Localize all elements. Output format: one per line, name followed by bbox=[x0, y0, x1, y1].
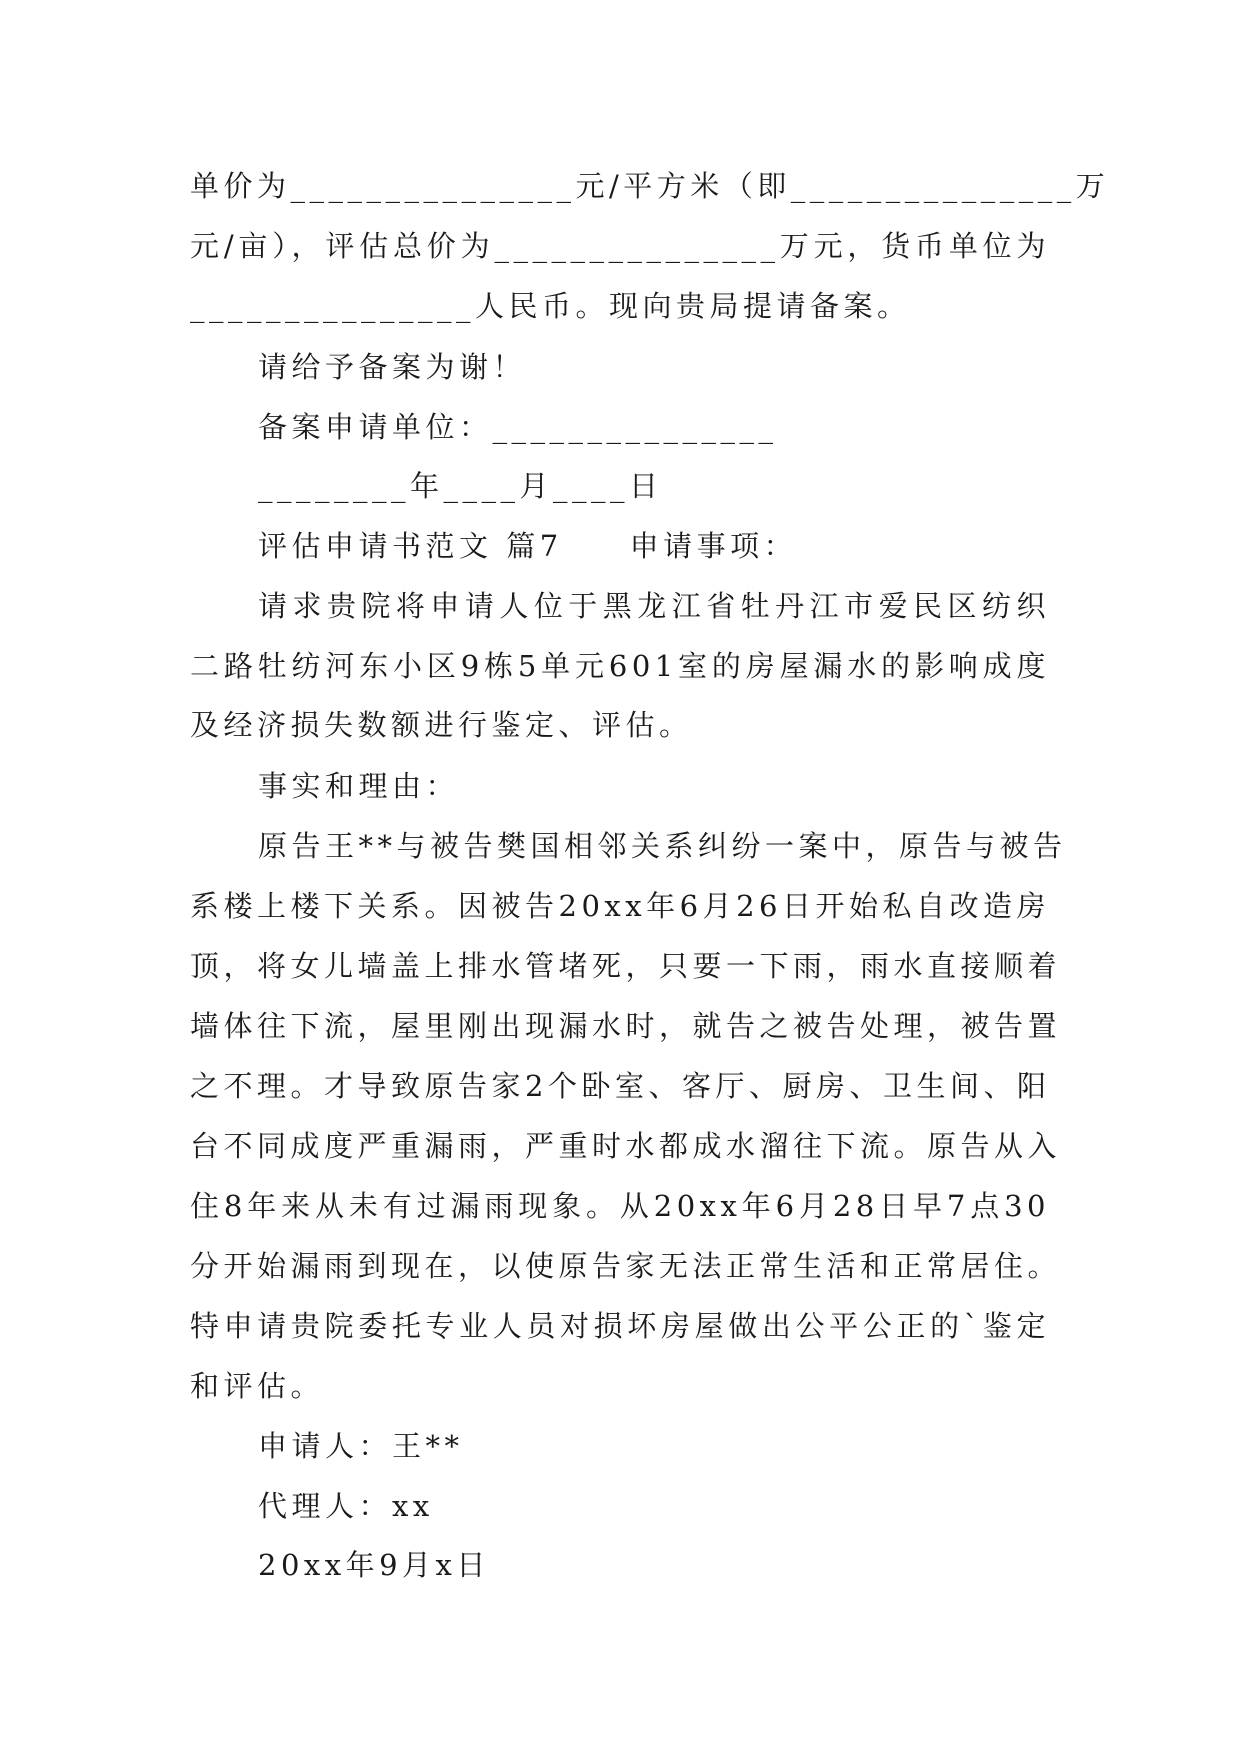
text-line: 分开始漏雨到现在，以使原告家无法正常生活和正常居住。 bbox=[190, 1249, 1062, 1283]
section-heading: 评估申请书范文 篇7 申请事项： bbox=[258, 529, 798, 563]
text-line: 元/亩），评估总价为_______________万元，货币单位为 bbox=[190, 229, 1050, 263]
agent-line: 代理人：xx bbox=[258, 1489, 434, 1523]
text-line: 请给予备案为谢！ bbox=[258, 350, 527, 384]
text-line: 住8年来从未有过漏雨现象。从20xx年6月28日早7点30 bbox=[190, 1189, 1050, 1223]
text-line: 备案申请单位：_______________ bbox=[258, 410, 778, 444]
text-line: 特申请贵院委托专业人员对损坏房屋做出公平公正的`鉴定 bbox=[190, 1309, 1050, 1343]
text-line: 墙体往下流，屋里刚出现漏水时，就告之被告处理，被告置 bbox=[190, 1009, 1062, 1043]
text-line: 之不理。才导致原告家2个卧室、客厅、厨房、卫生间、阳 bbox=[190, 1069, 1051, 1103]
text-line: 单价为_______________元/平方米（即_______________万 bbox=[190, 169, 1110, 203]
date-line: 20xx年9月x日 bbox=[258, 1548, 490, 1582]
text-line: 及经济损失数额进行鉴定、评估。 bbox=[190, 708, 693, 742]
text-line: 请求贵院将申请人位于黑龙江省牡丹江市爱民区纺织 bbox=[258, 589, 1050, 623]
text-line: 二路牡纺河东小区9栋5单元601室的房屋漏水的影响成度 bbox=[190, 649, 1050, 683]
text-line: 系楼上楼下关系。因被告20xx年6月26日开始私自改造房 bbox=[190, 889, 1050, 923]
text-line: 原告王**与被告樊国相邻关系纠纷一案中，原告与被告 bbox=[258, 829, 1067, 863]
text-line: _______________人民币。现向贵局提请备案。 bbox=[190, 289, 911, 323]
text-line: 台不同成度严重漏雨，严重时水都成水溜往下流。原告从入 bbox=[190, 1129, 1062, 1163]
text-line: 顶，将女儿墙盖上排水管堵死，只要一下雨，雨水直接顺着 bbox=[190, 949, 1062, 983]
text-line: 事实和理由： bbox=[258, 769, 460, 803]
text-line: 和评估。 bbox=[190, 1369, 325, 1403]
text-line: ________年____月____日 bbox=[258, 469, 663, 503]
applicant-line: 申请人：王** bbox=[258, 1429, 464, 1463]
